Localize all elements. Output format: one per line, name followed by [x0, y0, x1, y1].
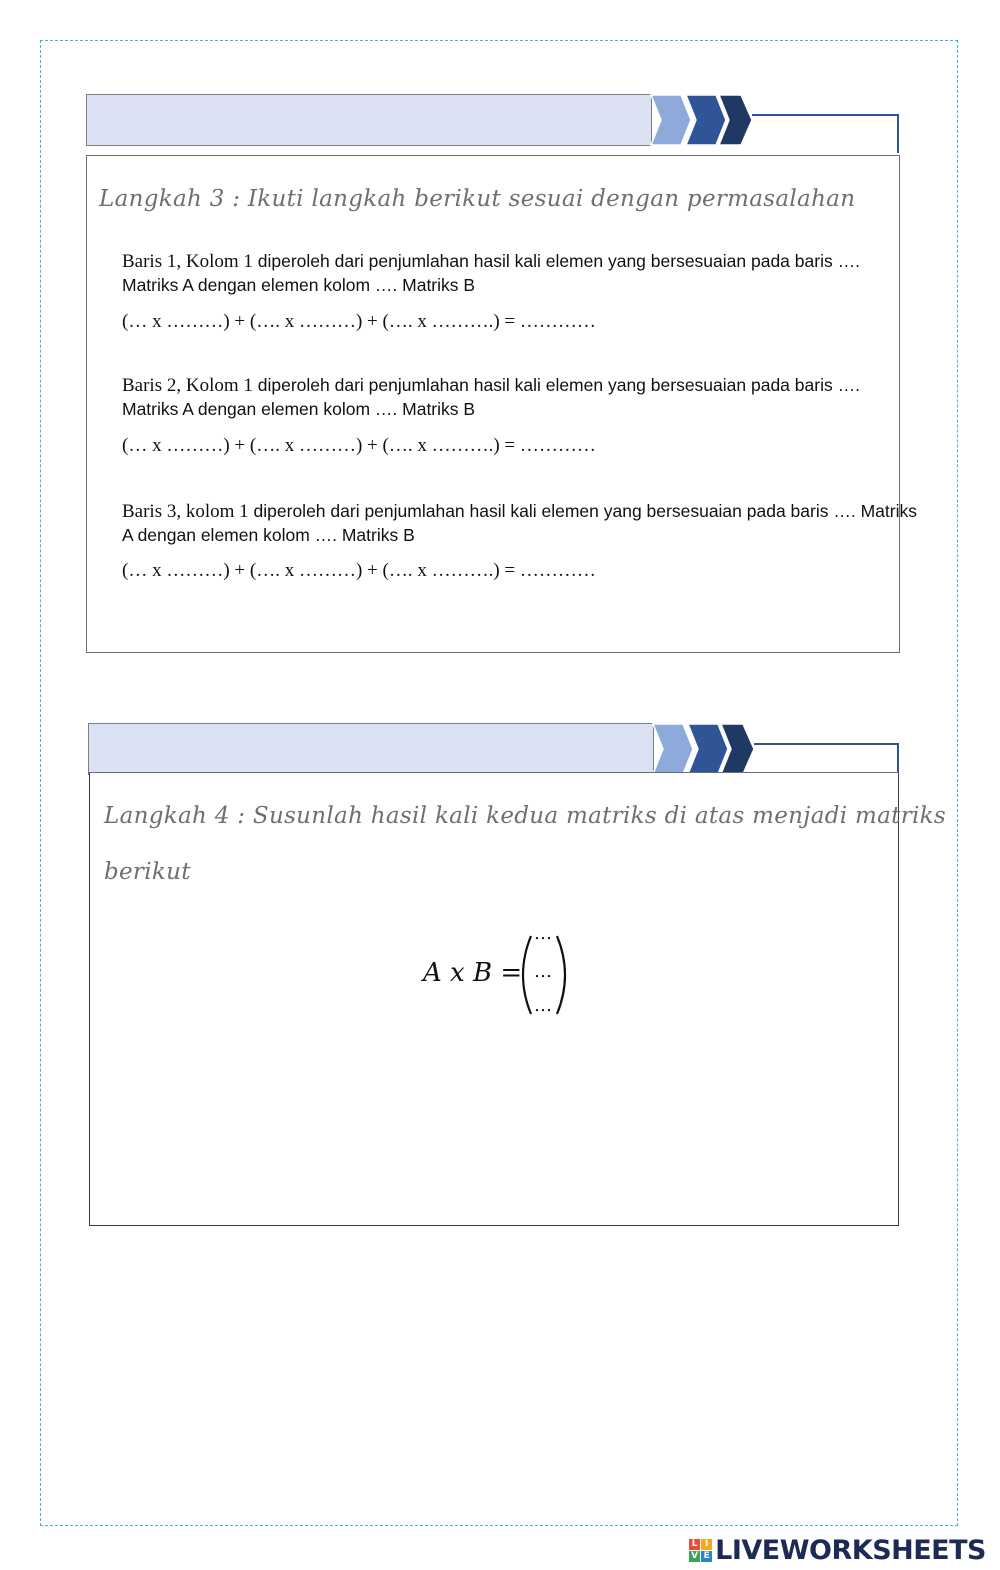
chevron-mid — [688, 724, 728, 774]
step3-heading: Langkah 3 : Ikuti langkah berikut sesuai dengan permasalahan — [99, 186, 856, 212]
item3-line1 — [122, 501, 917, 523]
banner-connector — [752, 115, 898, 153]
banner-chevrons — [86, 93, 901, 153]
step4-heading-line2: berikut — [104, 859, 191, 885]
logo-icon — [689, 1539, 712, 1562]
item3-text: diperoleh dari penjumlahan hasil kali elemen yang bersesuaian pada baris …. Matriks — [248, 501, 917, 521]
step3-card — [86, 155, 917, 653]
equation-lhs: A x B = — [423, 958, 523, 988]
logo-tile-v: V — [689, 1551, 700, 1562]
right-paren — [557, 936, 565, 1014]
item1-line1 — [122, 251, 860, 273]
item2-line2: Matriks A dengan elemen kolom …. Matriks B — [122, 399, 476, 419]
item2-formula: (… x ………) + (…. x ………) + (…. x ……….) = ………… — [122, 435, 596, 456]
logo-tile-i: I — [701, 1539, 712, 1550]
item1-lead: Baris 1, Kolom 1 — [122, 251, 253, 272]
item2-text: diperoleh dari penjumlahan hasil kali elemen yang bersesuaian pada baris …. — [252, 375, 860, 395]
chevron-light — [651, 95, 691, 145]
logo-tile-l: L — [689, 1539, 700, 1550]
left-paren — [523, 936, 531, 1014]
item2-lead: Baris 2, Kolom 1 — [122, 375, 253, 396]
item1-line2: Matriks A dengan elemen kolom …. Matriks B — [122, 275, 476, 295]
logo-tile-e: E — [701, 1551, 712, 1562]
brand-name: LIVEWORKSHEETS — [715, 1535, 986, 1566]
chevron-mid — [686, 95, 726, 145]
matrix-entry-2: … — [534, 961, 552, 982]
matrix-entry-1: … — [534, 923, 552, 944]
step4-card — [89, 772, 946, 1226]
item1-text: diperoleh dari penjumlahan hasil kali elemen yang bersesuaian pada baris …. — [252, 251, 860, 271]
item3-formula: (… x ………) + (…. x ………) + (…. x ……….) = ………… — [122, 560, 596, 581]
item2-line1 — [122, 375, 860, 397]
step3-banner — [86, 93, 901, 153]
item3-lead: Baris 3, kolom 1 — [122, 501, 249, 522]
item3-line2: A dengan elemen kolom …. Matriks B — [122, 525, 415, 545]
chevron-light — [653, 724, 693, 774]
matrix-entry-3: … — [534, 995, 552, 1016]
step4-heading-line1: Langkah 4 : Susunlah hasil kali kedua matriks di atas menjadi matriks — [104, 803, 946, 829]
item1-formula: (… x ………) + (…. x ………) + (…. x ……….) = ………… — [122, 311, 596, 332]
liveworksheets-logo[interactable] — [689, 1535, 986, 1566]
